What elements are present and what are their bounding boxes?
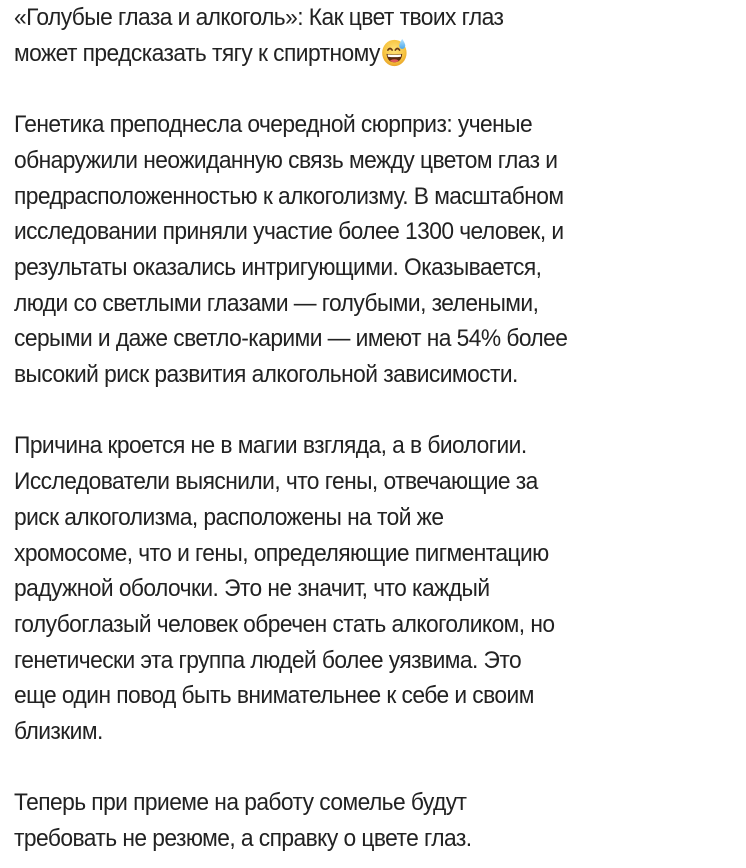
- text-line: Причина кроется не в магии взгляда, а в биологии.: [14, 432, 527, 460]
- paragraph-gap: [14, 750, 693, 786]
- paragraph-2: [14, 428, 693, 749]
- title-line: «Голубые глаза и алкоголь»: Как цвет твоих глаз: [14, 4, 504, 31]
- title-line: [14, 36, 693, 72]
- text-line: радужной оболочки. Это не значит, что каждый: [14, 575, 490, 603]
- title-line-text: может предсказать тягу к спиртному: [14, 39, 380, 67]
- text-line: предрасположенностью к алкоголизму. В масштабном: [14, 182, 564, 210]
- post-text: [14, 0, 693, 857]
- text-line: люди со светлыми глазами — голубыми, зелеными,: [14, 289, 539, 317]
- paragraph-1: [14, 107, 693, 393]
- text-line: еще один повод быть внимательнее к себе и своим: [14, 682, 534, 710]
- text-line: исследовании приняли участие более 1300 человек, и: [14, 218, 564, 246]
- text-line: серыми и даже светло-карими — имеют на 54% более: [14, 325, 568, 353]
- text-line: обнаружили неожиданную связь между цветом глаз и: [14, 146, 558, 174]
- text-line: Генетика преподнесла очередной сюрприз: ученые: [14, 111, 533, 139]
- paragraph-3: [14, 785, 693, 856]
- text-line: близким.: [14, 718, 103, 746]
- text-line: голубоглазый человек обречен стать алкоголиком, но: [14, 610, 555, 638]
- paragraph-gap: [14, 71, 693, 107]
- text-line: Теперь при приеме на работу сомелье будут: [14, 789, 467, 817]
- text-line: требовать не резюме, а справку о цвете глаз.: [14, 825, 472, 853]
- text-line: результаты оказались интригующими. Оказывается,: [14, 253, 542, 281]
- text-line: риск алкоголизма, расположены на той же: [14, 503, 444, 531]
- grinning-face-with-sweat-icon: [381, 37, 409, 67]
- text-line: генетически эта группа людей более уязвима. Это: [14, 646, 522, 674]
- text-line: Исследователи выяснили, что гены, отвечающие за: [14, 468, 538, 496]
- paragraph-gap: [14, 393, 693, 429]
- text-line: хромосоме, что и гены, определяющие пигментацию: [14, 539, 549, 567]
- text-line: высокий риск развития алкогольной зависимости.: [14, 361, 518, 389]
- post-title: [14, 0, 693, 71]
